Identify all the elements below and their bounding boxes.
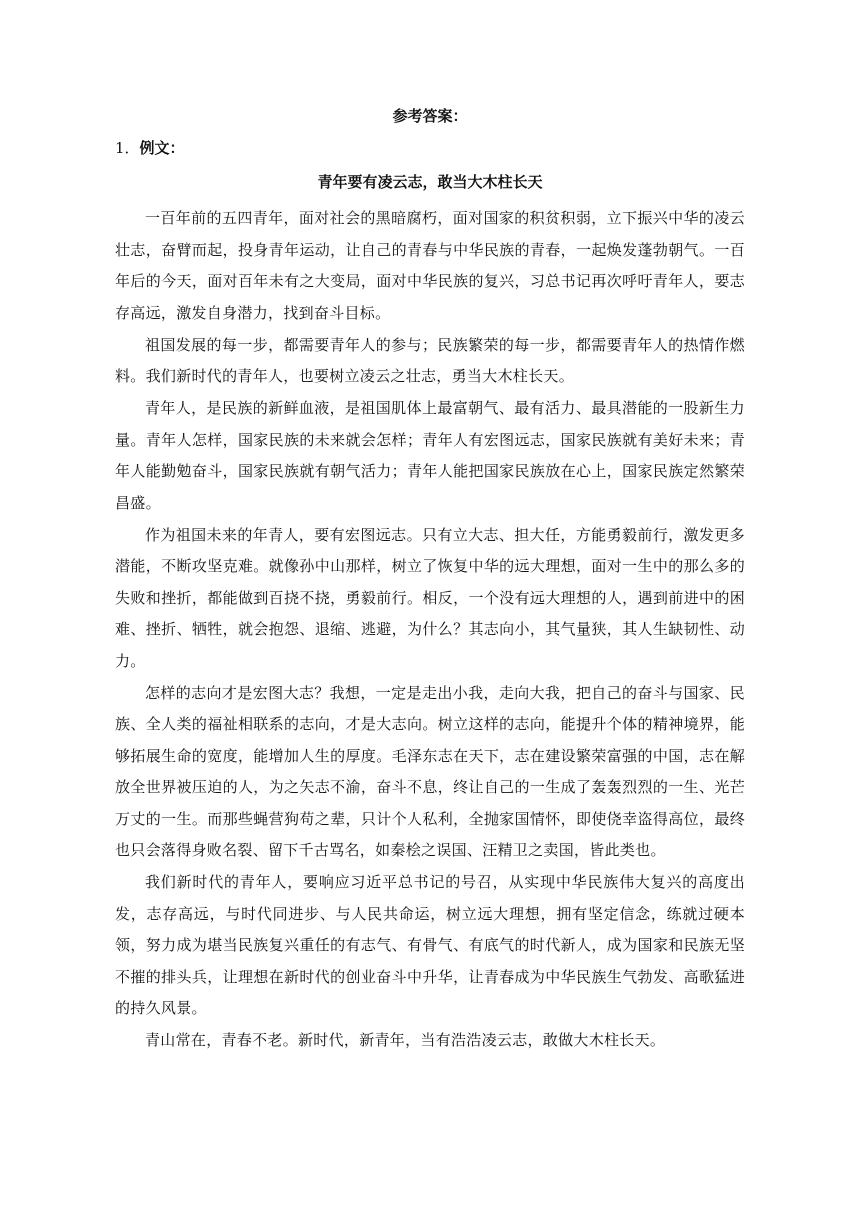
essay-paragraph: 作为祖国未来的年青人，要有宏图远志。只有立大志、担大任，方能勇毅前行，激发更多潜能，不断攻坚克难。就像孙中山那样，树立了恢复中华的远大理想，面对一生中的那么多的失败和挫折，都能做到百挠不挠，勇毅前行。相反，一个没有远大理想的人，遇到前进中的困难、挫折、牺牲，就会抱怨、退缩、逃避，为什么？其志向小，其气量狭，其人生缺韧性、动力。: [115, 525, 745, 670]
essay-title: 青年要有凌云志，敢当大木柱长天: [317, 173, 543, 191]
essay-paragraph: 一百年前的五四青年，面对社会的黑暗腐朽，面对国家的积贫积弱，立下振兴中华的凌云壮志，奋臂而起，投身青年运动，让自己的青春与中华民族的青春，一起焕发蓬勃朝气。一百年后的今天，面对百年未有之大变局，面对中华民族的复兴，习总书记再次呼吁青年人，要志存高远，激发自身潜力，找到奋斗目标。: [115, 209, 745, 322]
essay-paragraph: 我们新时代的青年人，要响应习近平总书记的号召，从实现中华民族伟大复兴的高度出发，志存高远，与时代同进步、与人民共命运，树立远大理想，拥有坚定信念，练就过硬本领，努力成为堪当民族复兴重任的有志气、有骨气、有底气的时代新人，成为国家和民族无坚不摧的排头兵，让理想在新时代的创业奋斗中升华，让青春成为中华民族生气勃发、高歌猛进的持久风景。: [115, 873, 745, 1017]
essay-paragraph: 祖国发展的每一步，都需要青年人的参与；民族繁荣的每一步，都需要青年人的热情作燃料。我们新时代的青年人，也要树立凌云之壮志，勇当大木柱长天。: [115, 335, 745, 385]
question-number: 1．: [115, 139, 140, 157]
essay-body: [115, 203, 745, 1057]
essay-paragraph: 青山常在，青春不老。新时代，新青年，当有浩浩凌云志，敢做大木柱长天。: [145, 1031, 666, 1049]
essay-paragraph: 青年人，是民族的新鲜血液，是祖国肌体上最富朝气、最有活力、最具潜能的一股新生力量。青年人怎样，国家民族的未来就会怎样；青年人有宏图远志，国家民族就有美好未来；青年人能勤勉奋斗，国家民族就有朝气活力；青年人能把国家民族放在心上，国家民族定然繁荣昌盛。: [115, 399, 745, 512]
question-line: [115, 136, 745, 160]
answer-heading: 参考答案：: [392, 107, 468, 125]
document-content: [115, 104, 745, 1057]
question-label: 例文：: [139, 139, 185, 157]
essay-paragraph: 怎样的志向才是宏图大志？我想，一定是走出小我，走向大我，把自己的奋斗与国家、民族、全人类的福祉相联系的志向，才是大志向。树立这样的志向，能提升个体的精神境界，能够拓展生命的宽度，能增加人生的厚度。毛泽东志在天下，志在建设繁荣富强的中国，志在解放全世界被压迫的人，为之矢志不渝，奋斗不息，终让自己的一生成了轰轰烈烈的一生、光芒万丈的一生。而那些蝇营狗苟之辈，只计个人私利，全抛家国情怀，即使侥幸盗得高位，最终也只会落得身败名裂、留下千古骂名，如秦桧之误国、汪精卫之卖国，皆此类也。: [115, 683, 745, 859]
